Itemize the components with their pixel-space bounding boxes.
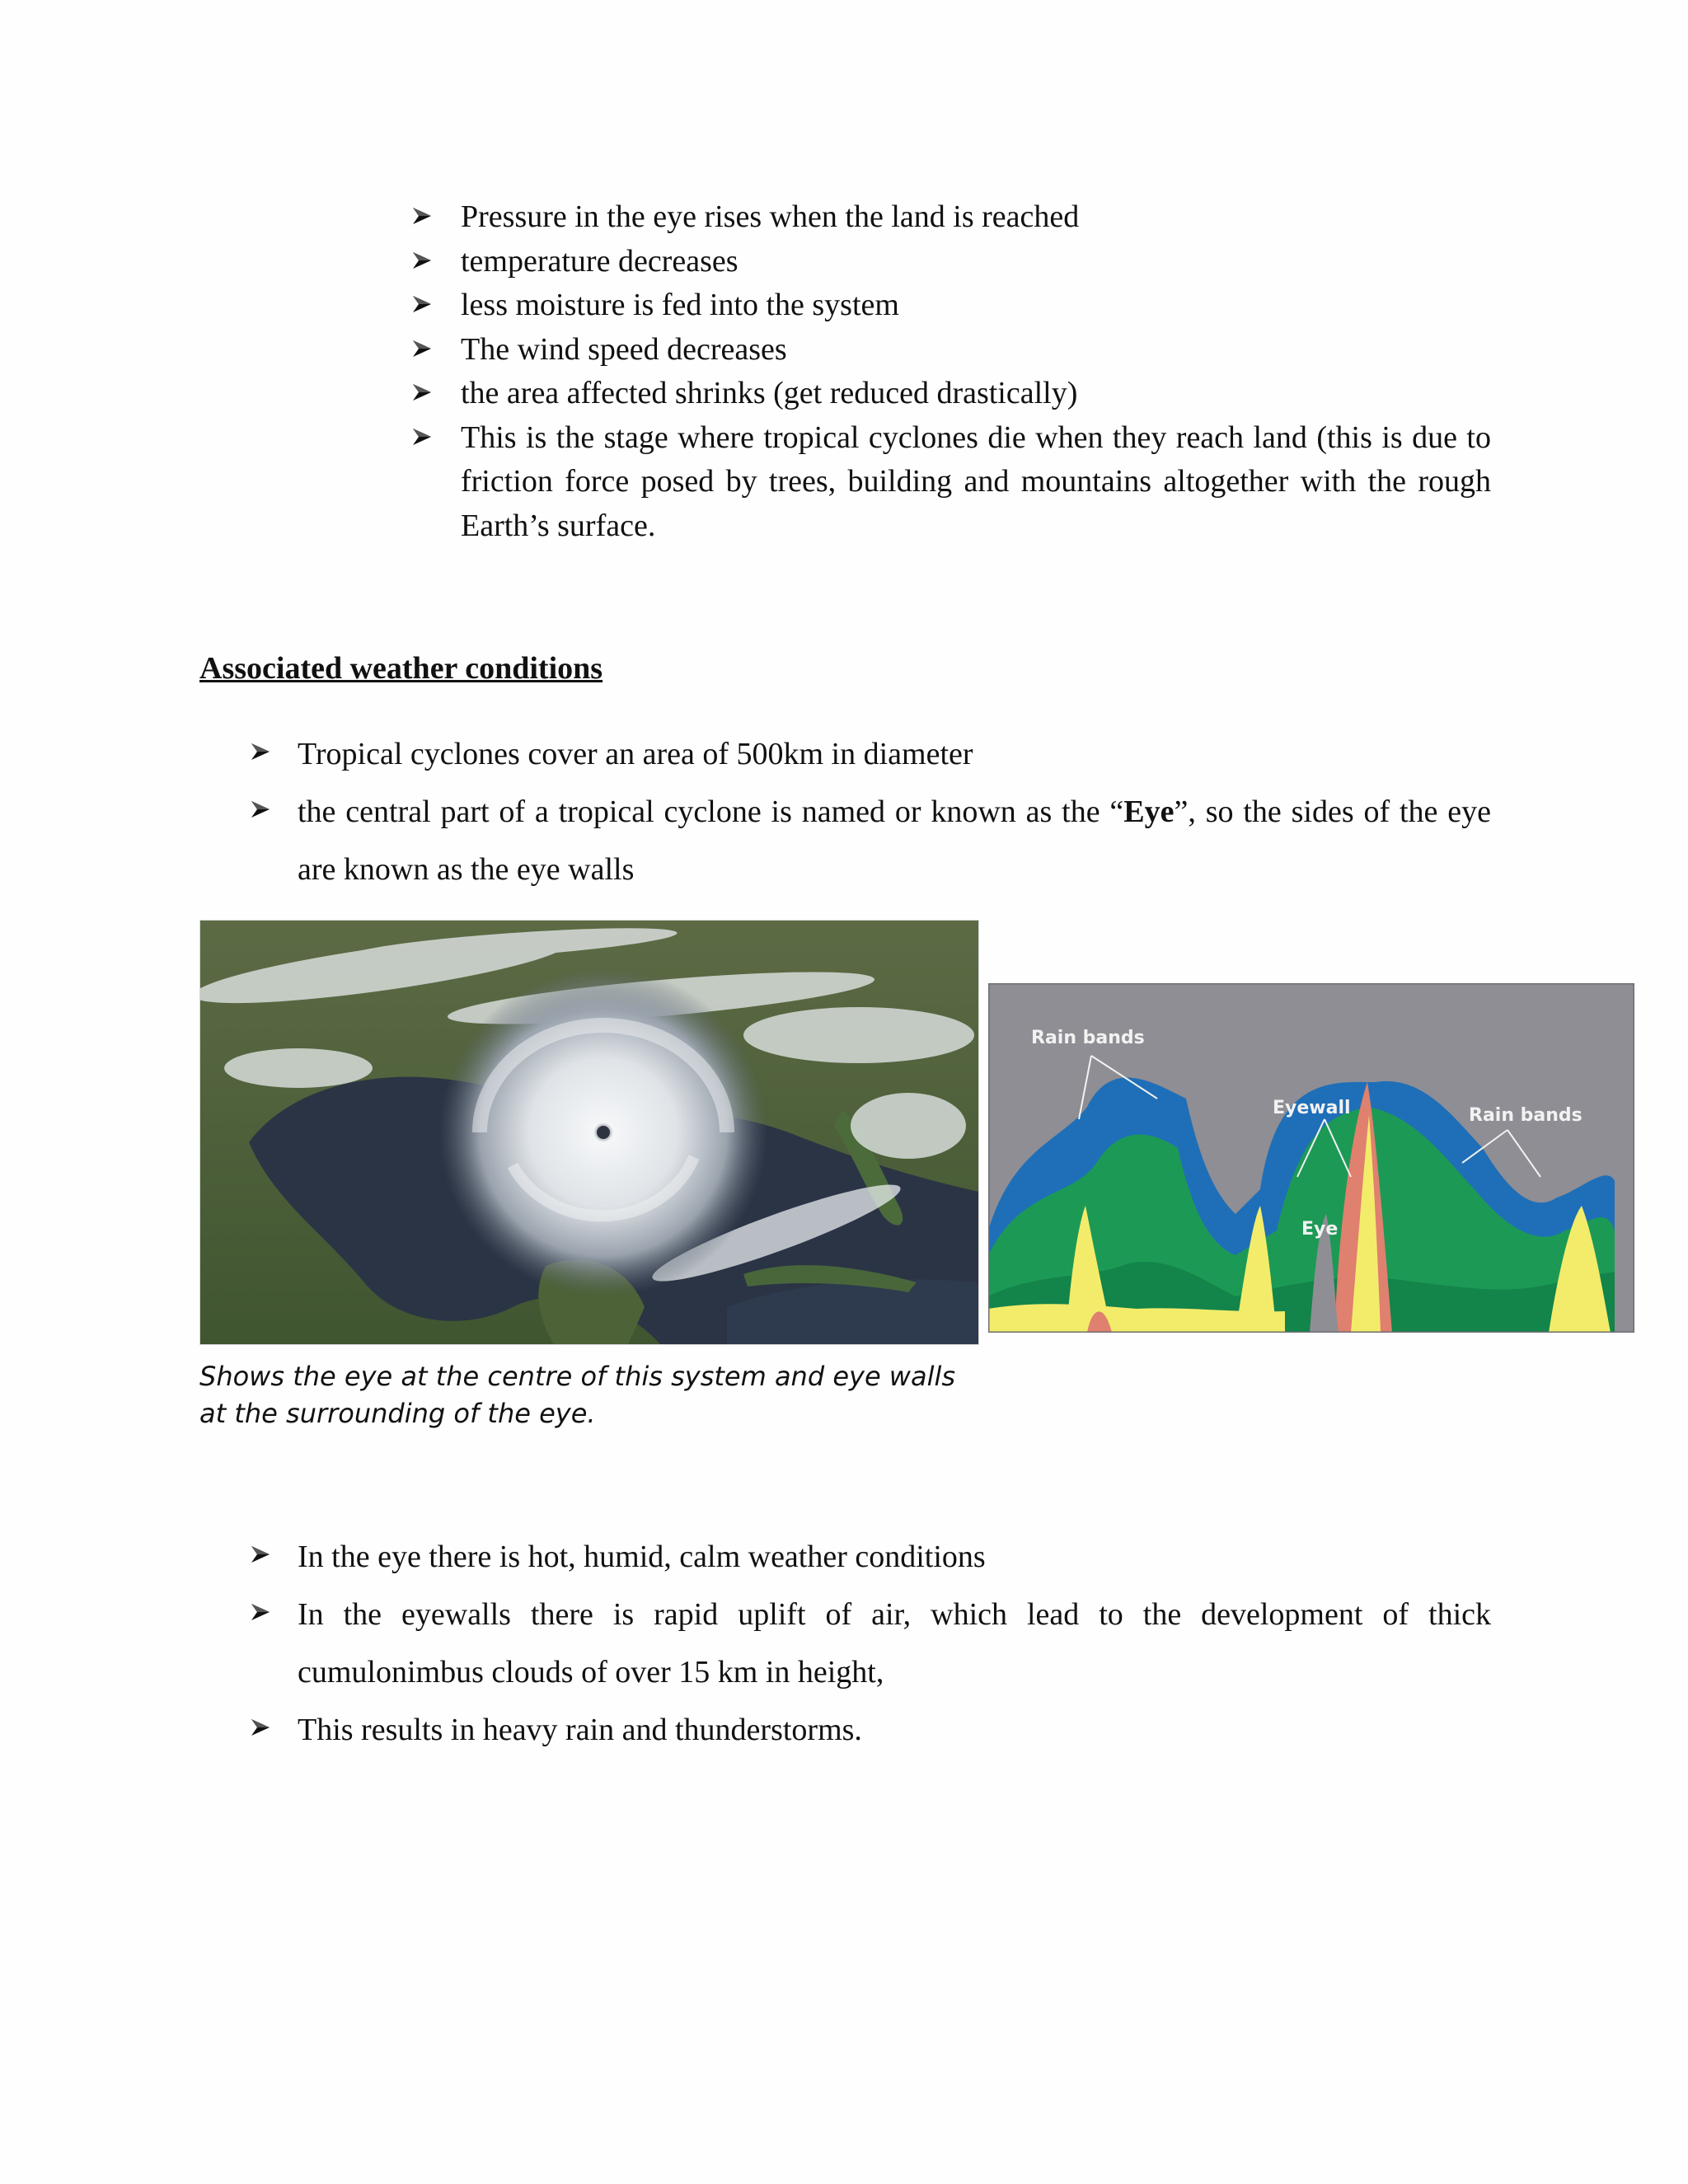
eye-conditions-list: [250, 1528, 1491, 1759]
list-item: The wind speed decreases: [411, 328, 1491, 373]
list-item: the central part of a tropical cyclone is named or known as the “Eye”, so the sides of the eye are known as the eye walls: [250, 783, 1491, 898]
section-heading: Associated weather conditions: [199, 651, 603, 686]
list-item: the area affected shrinks (get reduced drastically): [411, 372, 1491, 416]
list-item: Tropical cyclones cover an area of 500km in diameter: [250, 725, 1491, 783]
eye-term: Eye: [1123, 794, 1175, 829]
arrow-bullet-icon: [411, 427, 444, 447]
arrow-bullet-icon: [411, 382, 444, 402]
arrow-bullet-icon: [250, 1544, 283, 1564]
arrow-bullet-icon: [411, 294, 444, 314]
arrow-bullet-icon: [250, 1718, 283, 1737]
arrow-bullet-icon: [250, 742, 283, 762]
list-item: This is the stage where tropical cyclones die when they reach land (this is due to friction force posed by trees, building and mountains altogether with the rough Earth’s surface.: [411, 416, 1491, 549]
radar-label-rain-bands-left: Rain bands: [1031, 1028, 1145, 1048]
figure-caption: Shows the eye at the centre of this system and eye walls at the surrounding of the eye.: [199, 1361, 956, 1429]
radar-label-eye: Eye: [1301, 1219, 1339, 1240]
hurricane-radar-cross-section: [988, 983, 1634, 1333]
arrow-bullet-icon: [250, 799, 283, 819]
list-item: This results in heavy rain and thunderstorms.: [250, 1701, 1491, 1759]
hurricane-satellite-image: [199, 920, 979, 1345]
arrow-bullet-icon: [411, 206, 444, 226]
list-item: In the eye there is hot, humid, calm weather conditions: [250, 1528, 1491, 1586]
list-item: temperature decreases: [411, 240, 1491, 284]
list-item: Pressure in the eye rises when the land is reached: [411, 195, 1491, 240]
dissipation-bullet-list: [411, 195, 1491, 548]
list-item: less moisture is fed into the system: [411, 284, 1491, 328]
arrow-bullet-icon: [411, 251, 444, 270]
radar-label-eyewall: Eyewall: [1273, 1098, 1351, 1118]
radar-label-rain-bands-right: Rain bands: [1469, 1105, 1582, 1126]
list-item: In the eyewalls there is rapid uplift of air, which lead to the development of thick cumulonimbus clouds of over 15 km in height,: [250, 1586, 1491, 1701]
arrow-bullet-icon: [411, 339, 444, 359]
associated-conditions-list: [250, 725, 1491, 898]
arrow-bullet-icon: [250, 1602, 283, 1622]
